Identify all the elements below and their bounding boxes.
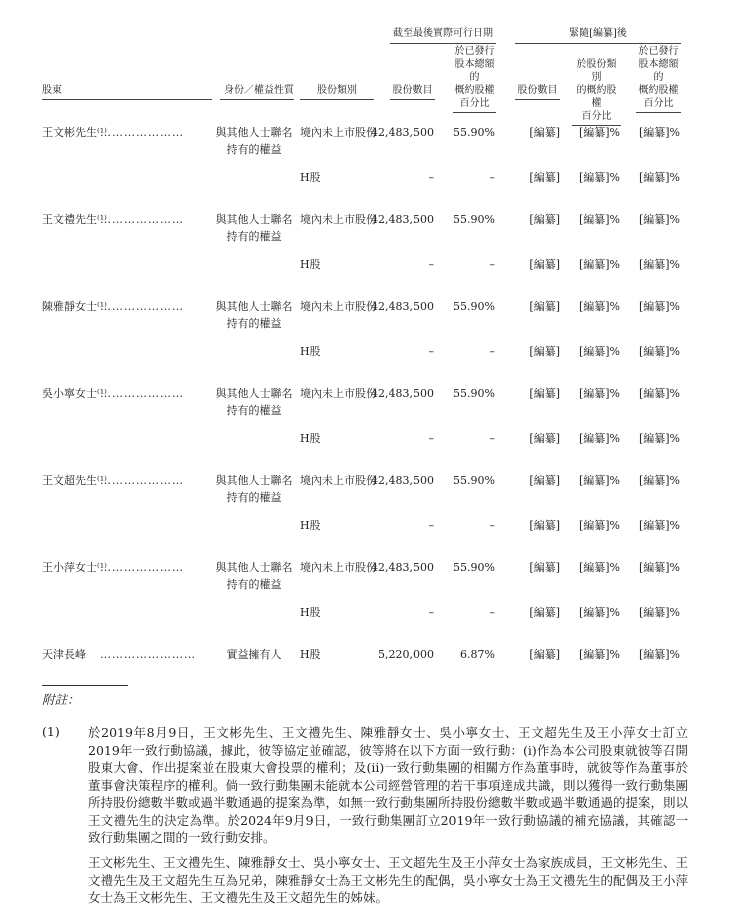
col-header-pct-before bbox=[453, 45, 496, 113]
pct-before: – bbox=[489, 258, 495, 271]
shares-before: 42,483,500 bbox=[371, 213, 434, 226]
shares-before: – bbox=[428, 432, 434, 445]
dot-leader: ………………… bbox=[100, 387, 184, 400]
header-line: 百分比 bbox=[581, 111, 612, 122]
share-class: 境內未上市股份 bbox=[300, 213, 377, 226]
capacity: 持有的權益 bbox=[226, 491, 282, 504]
capacity: 與其他人士聯名 bbox=[215, 387, 293, 400]
shares-before: – bbox=[428, 519, 434, 532]
header-line: 股本總額的 bbox=[638, 59, 679, 83]
dot-leader: ………………… bbox=[100, 561, 184, 574]
pct-before: – bbox=[489, 345, 495, 358]
note-marker: (1) bbox=[42, 724, 60, 739]
share-class: 境內未上市股份 bbox=[300, 126, 377, 139]
share-class: 境內未上市股份 bbox=[300, 474, 377, 487]
capacity: 與其他人士聯名 bbox=[215, 213, 293, 226]
capacity: 與其他人士聯名 bbox=[215, 474, 293, 487]
shares-after: [編纂] bbox=[529, 648, 560, 661]
pct-after: [編纂]% bbox=[638, 474, 680, 487]
dot-leader: ………………… bbox=[100, 126, 184, 139]
capacity: 實益擁有人 bbox=[226, 648, 282, 661]
shares-after: [編纂] bbox=[529, 171, 560, 184]
shareholder-name: 王文彬先生⁽¹⁾ bbox=[42, 126, 107, 139]
pct-before: – bbox=[489, 171, 495, 184]
shares-before: 42,483,500 bbox=[371, 474, 434, 487]
pct-after: [編纂]% bbox=[638, 345, 680, 358]
shares-after: [編纂] bbox=[529, 126, 560, 139]
class-pct-after: [編纂]% bbox=[578, 606, 620, 619]
header-line: 的概約股權 bbox=[576, 85, 617, 109]
share-class: H股 bbox=[300, 345, 321, 358]
share-class: H股 bbox=[300, 258, 321, 271]
shares-after: [編纂] bbox=[529, 432, 560, 445]
note-paragraph: 王文彬先生、王文禮先生、陳雅靜女士、吳小寧女士、王文超先生及王小萍女士為家族成員，王文彬先生、王文禮先生及王文超先生互為兄弟，陳雅靜女士為王文彬先生的配偶，吳小寧女士為王文禮先生的配偶及王小萍女士為王文彬先生、王文禮先生及王文超先生的姊妹。 bbox=[88, 855, 689, 905]
shares-before: 42,483,500 bbox=[371, 300, 434, 313]
class-pct-after: [編纂]% bbox=[578, 258, 620, 271]
shares-before: 42,483,500 bbox=[371, 126, 434, 139]
class-pct-after: [編纂]% bbox=[578, 432, 620, 445]
class-pct-after: [編纂]% bbox=[578, 648, 620, 661]
class-pct-after: [編纂]% bbox=[578, 213, 620, 226]
pct-before: 55.90% bbox=[453, 387, 495, 400]
class-pct-after: [編纂]% bbox=[578, 474, 620, 487]
col-header-pct-after bbox=[636, 45, 681, 113]
shareholder-name: 陳雅靜女士⁽¹⁾ bbox=[42, 300, 107, 313]
shares-before: 42,483,500 bbox=[371, 561, 434, 574]
pct-after: [編纂]% bbox=[638, 126, 680, 139]
pct-after: [編纂]% bbox=[638, 213, 680, 226]
shares-after: [編纂] bbox=[529, 213, 560, 226]
shareholder-name: 王小萍女士⁽¹⁾ bbox=[42, 561, 107, 574]
shareholder-name: 王文超先生⁽¹⁾ bbox=[42, 474, 107, 487]
group-header-before: 截至最後實際可行日期 bbox=[390, 27, 496, 44]
shares-after: [編纂] bbox=[529, 519, 560, 532]
class-pct-after: [編纂]% bbox=[578, 126, 620, 139]
capacity: 持有的權益 bbox=[226, 317, 282, 330]
pct-before: – bbox=[489, 432, 495, 445]
shares-after: [編纂] bbox=[529, 474, 560, 487]
group-header-after: 緊隨[編纂]後 bbox=[515, 27, 681, 44]
pct-before: 55.90% bbox=[453, 561, 495, 574]
shares-after: [編纂] bbox=[529, 561, 560, 574]
capacity: 持有的權益 bbox=[226, 578, 282, 591]
header-line: 於已發行 bbox=[454, 46, 495, 57]
share-class: 境內未上市股份 bbox=[300, 300, 377, 313]
shares-after: [編纂] bbox=[529, 606, 560, 619]
shareholder-name: 王文禮先生⁽¹⁾ bbox=[42, 213, 107, 226]
capacity: 與其他人士聯名 bbox=[215, 126, 293, 139]
notes-title: 附註： bbox=[42, 692, 80, 707]
shares-after: [編纂] bbox=[529, 345, 560, 358]
shareholder-name: 吳小寧女士⁽¹⁾ bbox=[42, 387, 107, 400]
note-paragraph: 於2019年8月9日，王文彬先生、王文禮先生、陳雅靜女士、吳小寧女士、王文超先生及王小萍女士訂立2019年一致行動協議，據此，彼等協定並確認，彼等將在以下方面一致行動：(i)作為本公司股東就彼等召開股東大會、作出提案並在股東大會投票的權利；及(ii)一致行動集團的相關方作為董事時，就彼等作為董事於董事會決策程序的權利。倘一致行動集團未能就本公司經營管理的若干事項達成共識，則以獲得一致行動集團所持股份總數半數或過半數通過的提案為準，如無一致行動集團所持股份總數半數或過半數通過的提案，則以王文禮先生的決定為準。於2024年9月9日，一致行動集團訂立2019年一致行動協議的補充協議，其確認一致行動集團之間的一致行動安排。 bbox=[88, 725, 689, 845]
shares-before: 42,483,500 bbox=[371, 387, 434, 400]
header-line: 百分比 bbox=[459, 98, 490, 109]
capacity: 持有的權益 bbox=[226, 404, 282, 417]
share-class: H股 bbox=[300, 171, 321, 184]
col-header-shareholder: 股東 bbox=[42, 84, 212, 100]
dot-leader: ………………… bbox=[100, 300, 184, 313]
pct-before: 55.90% bbox=[453, 300, 495, 313]
share-class: H股 bbox=[300, 432, 321, 445]
class-pct-after: [編纂]% bbox=[578, 561, 620, 574]
col-header-class-pct-after bbox=[572, 58, 621, 126]
pct-before: 55.90% bbox=[453, 126, 495, 139]
pct-after: [編纂]% bbox=[638, 432, 680, 445]
pct-after: [編纂]% bbox=[638, 561, 680, 574]
pct-after: [編纂]% bbox=[638, 648, 680, 661]
share-class: H股 bbox=[300, 519, 321, 532]
header-line: 於已發行 bbox=[638, 46, 679, 57]
share-class: H股 bbox=[300, 606, 321, 619]
capacity: 持有的權益 bbox=[226, 230, 282, 243]
col-header-capacity: 身份／權益性質 bbox=[220, 84, 294, 100]
dot-leader: ………………… bbox=[100, 213, 184, 226]
dot-leader: ………………… bbox=[100, 474, 184, 487]
shares-before: – bbox=[428, 258, 434, 271]
capacity: 與其他人士聯名 bbox=[215, 300, 293, 313]
class-pct-after: [編纂]% bbox=[578, 345, 620, 358]
shares-before: 5,220,000 bbox=[378, 648, 434, 661]
shares-after: [編纂] bbox=[529, 387, 560, 400]
class-pct-after: [編纂]% bbox=[578, 519, 620, 532]
class-pct-after: [編纂]% bbox=[578, 300, 620, 313]
shares-after: [編纂] bbox=[529, 258, 560, 271]
share-class: 境內未上市股份 bbox=[300, 561, 377, 574]
pct-before: 55.90% bbox=[453, 474, 495, 487]
capacity: 與其他人士聯名 bbox=[215, 561, 293, 574]
header-line: 概約股權 bbox=[454, 85, 495, 96]
shares-after: [編纂] bbox=[529, 300, 560, 313]
dot-leader: …………………… bbox=[100, 648, 196, 661]
shares-before: – bbox=[428, 345, 434, 358]
header-line: 股本總額的 bbox=[454, 59, 495, 83]
pct-before: – bbox=[489, 519, 495, 532]
col-header-class: 股份類別 bbox=[300, 84, 374, 100]
class-pct-after: [編纂]% bbox=[578, 171, 620, 184]
pct-after: [編纂]% bbox=[638, 519, 680, 532]
capacity: 持有的權益 bbox=[226, 143, 282, 156]
notes-divider bbox=[42, 685, 128, 686]
pct-after: [編纂]% bbox=[638, 258, 680, 271]
pct-after: [編纂]% bbox=[638, 387, 680, 400]
pct-before: 55.90% bbox=[453, 213, 495, 226]
header-line: 百分比 bbox=[643, 98, 674, 109]
shares-before: – bbox=[428, 606, 434, 619]
shareholder-name: 天津長峰 bbox=[42, 648, 86, 661]
share-class: 境內未上市股份 bbox=[300, 387, 377, 400]
pct-before: – bbox=[489, 606, 495, 619]
pct-after: [編纂]% bbox=[638, 606, 680, 619]
col-header-shares-after: 股份數目 bbox=[515, 84, 560, 100]
shares-before: – bbox=[428, 171, 434, 184]
pct-before: 6.87% bbox=[460, 648, 495, 661]
share-class: H股 bbox=[300, 648, 321, 661]
col-header-shares-before: 股份數目 bbox=[390, 84, 435, 100]
class-pct-after: [編纂]% bbox=[578, 387, 620, 400]
header-line: 概約股權 bbox=[638, 85, 679, 96]
pct-after: [編纂]% bbox=[638, 171, 680, 184]
pct-after: [編纂]% bbox=[638, 300, 680, 313]
header-line: 於股份類別 bbox=[576, 59, 617, 83]
